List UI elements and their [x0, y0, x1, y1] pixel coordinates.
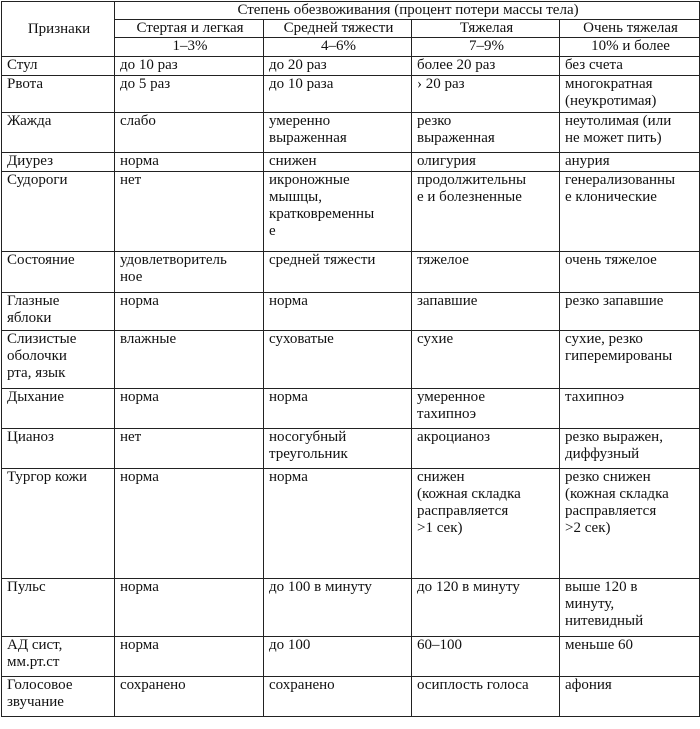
- table-cell: норма: [115, 389, 264, 429]
- table-cell: нет: [115, 172, 264, 252]
- table-cell: неутолимая (или не может пить): [560, 113, 700, 153]
- table-cell: сухие: [412, 331, 560, 389]
- row-sign: Слизистые оболочки рта, язык: [2, 331, 115, 389]
- table-row: [2, 113, 700, 153]
- table-row: [2, 429, 700, 469]
- table-cell: икроножные мышцы, кратковременны е: [264, 172, 412, 252]
- header-degree-mild: Стертая и легкая: [115, 20, 264, 38]
- table-cell: 60–100: [412, 637, 560, 677]
- table-cell: носогубный треугольник: [264, 429, 412, 469]
- row-sign: Судороги: [2, 172, 115, 252]
- table-cell: сухие, резко гиперемированы: [560, 331, 700, 389]
- header-degree-moderate: Средней тяжести: [264, 20, 412, 38]
- header-signs: Признаки: [2, 2, 115, 57]
- table-row: [2, 331, 700, 389]
- row-sign: Дыхание: [2, 389, 115, 429]
- header-range-moderate: 4–6%: [264, 38, 412, 57]
- table-cell: норма: [264, 469, 412, 579]
- table-row: [2, 153, 700, 172]
- table-cell: сохранено: [264, 677, 412, 717]
- table-cell: тяжелое: [412, 252, 560, 293]
- table-cell: влажные: [115, 331, 264, 389]
- row-sign: Диурез: [2, 153, 115, 172]
- table-cell: до 10 раза: [264, 76, 412, 113]
- table-cell: умеренно выраженная: [264, 113, 412, 153]
- table-cell: запавшие: [412, 293, 560, 331]
- table-cell: очень тяжелое: [560, 252, 700, 293]
- table-cell: слабо: [115, 113, 264, 153]
- table-cell: до 100: [264, 637, 412, 677]
- row-sign: Пульс: [2, 579, 115, 637]
- table-row: [2, 389, 700, 429]
- row-sign: АД сист, мм.рт.ст: [2, 637, 115, 677]
- table-row: [2, 252, 700, 293]
- table-cell: норма: [264, 293, 412, 331]
- table-cell: снижен (кожная складка расправляется >1 сек): [412, 469, 560, 579]
- table-cell: резко снижен (кожная складка расправляется >2 сек): [560, 469, 700, 579]
- table-cell: до 120 в минуту: [412, 579, 560, 637]
- table-cell: норма: [115, 637, 264, 677]
- table-cell: › 20 раз: [412, 76, 560, 113]
- header-range-mild: 1–3%: [115, 38, 264, 57]
- table-cell: норма: [115, 153, 264, 172]
- table-cell: афония: [560, 677, 700, 717]
- table-cell: до 100 в минуту: [264, 579, 412, 637]
- table-cell: акроцианоз: [412, 429, 560, 469]
- header-range-severe: 7–9%: [412, 38, 560, 57]
- table-cell: многократная (неукротимая): [560, 76, 700, 113]
- table-cell: норма: [115, 293, 264, 331]
- row-sign: Состояние: [2, 252, 115, 293]
- dehydration-table: [1, 1, 700, 717]
- table-cell: выше 120 в минуту, нитевидный: [560, 579, 700, 637]
- table-cell: более 20 раз: [412, 57, 560, 76]
- table-cell: до 10 раз: [115, 57, 264, 76]
- row-sign: Рвота: [2, 76, 115, 113]
- table-cell: до 5 раз: [115, 76, 264, 113]
- header-degree-severe: Тяжелая: [412, 20, 560, 38]
- row-sign: Цианоз: [2, 429, 115, 469]
- table-cell: средней тяжести: [264, 252, 412, 293]
- table-cell: удовлетворитель ное: [115, 252, 264, 293]
- table-row: [2, 172, 700, 252]
- table-cell: сохранено: [115, 677, 264, 717]
- table-cell: норма: [115, 469, 264, 579]
- table-cell: нет: [115, 429, 264, 469]
- table-row: [2, 76, 700, 113]
- header-degree-title: Степень обезвоживания (процент потери массы тела): [115, 2, 700, 20]
- row-sign: Глазные яблоки: [2, 293, 115, 331]
- table-row: [2, 469, 700, 579]
- table-cell: тахипноэ: [560, 389, 700, 429]
- table-body: [2, 57, 700, 717]
- table-cell: осиплость голоса: [412, 677, 560, 717]
- table-row: [2, 57, 700, 76]
- table-cell: анурия: [560, 153, 700, 172]
- table-cell: до 20 раз: [264, 57, 412, 76]
- table-cell: меньше 60: [560, 637, 700, 677]
- row-sign: Голосовое звучание: [2, 677, 115, 717]
- table-cell: норма: [264, 389, 412, 429]
- header-range-very-severe: 10% и более: [560, 38, 700, 57]
- row-sign: Тургор кожи: [2, 469, 115, 579]
- table-cell: резко выраженная: [412, 113, 560, 153]
- table-cell: снижен: [264, 153, 412, 172]
- table-cell: резко выражен, диффузный: [560, 429, 700, 469]
- table-row: [2, 637, 700, 677]
- row-sign: Жажда: [2, 113, 115, 153]
- table-cell: норма: [115, 579, 264, 637]
- table-cell: олигурия: [412, 153, 560, 172]
- table-cell: продолжительны е и болезненные: [412, 172, 560, 252]
- table-row: [2, 293, 700, 331]
- table-row: [2, 677, 700, 717]
- table-cell: умеренное тахипноэ: [412, 389, 560, 429]
- table-cell: суховатые: [264, 331, 412, 389]
- table-cell: без счета: [560, 57, 700, 76]
- header-degree-very-severe: Очень тяжелая: [560, 20, 700, 38]
- table-cell: резко запавшие: [560, 293, 700, 331]
- table-cell: генерализованны е клонические: [560, 172, 700, 252]
- row-sign: Стул: [2, 57, 115, 76]
- table-row: [2, 579, 700, 637]
